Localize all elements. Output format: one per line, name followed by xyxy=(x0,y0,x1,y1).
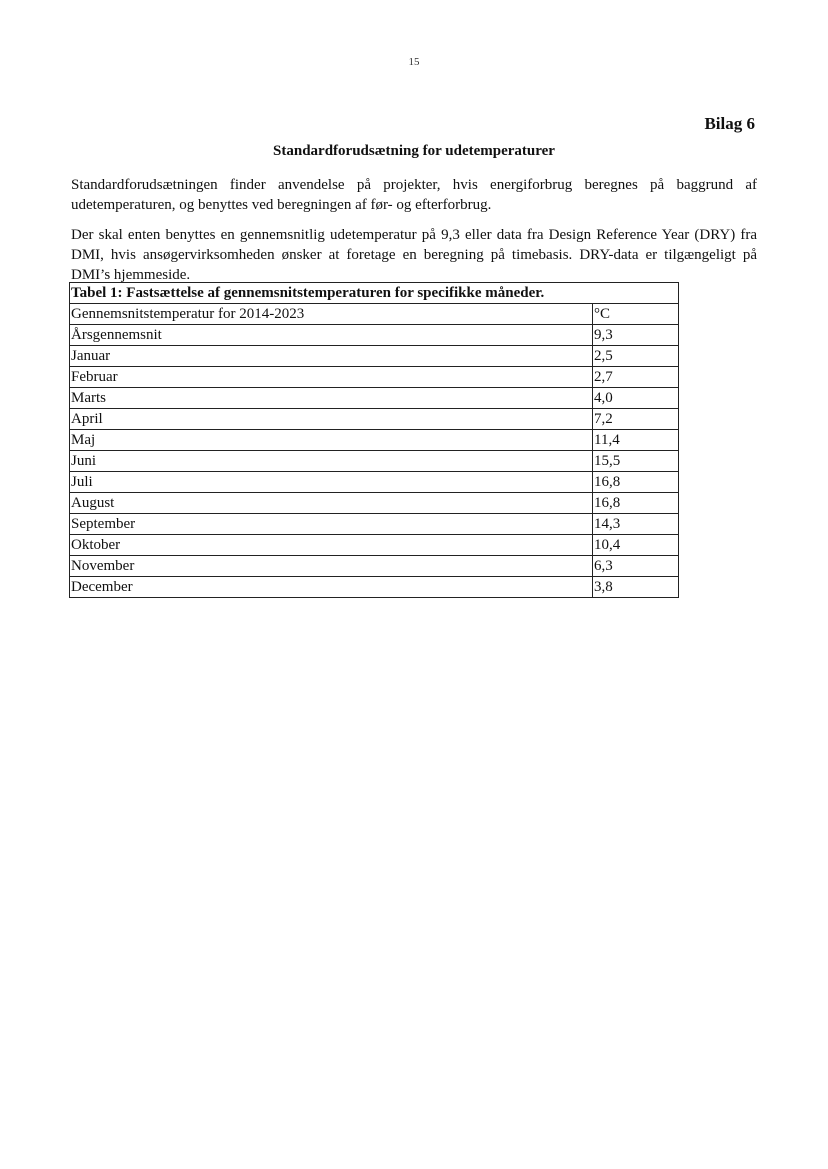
row-value: 16,8 xyxy=(593,472,679,493)
row-label: December xyxy=(70,577,593,598)
table-row xyxy=(70,409,679,430)
row-label: Oktober xyxy=(70,535,593,556)
row-label: Marts xyxy=(70,388,593,409)
page-number: 15 xyxy=(408,56,420,68)
temperature-table xyxy=(69,282,679,598)
row-label: Maj xyxy=(70,430,593,451)
row-value: 15,5 xyxy=(593,451,679,472)
table-row xyxy=(70,493,679,514)
annex-label: Bilag 6 xyxy=(704,114,755,133)
table-row xyxy=(70,514,679,535)
table-row xyxy=(70,535,679,556)
row-value: 2,7 xyxy=(593,367,679,388)
table-row xyxy=(70,388,679,409)
row-label: Juni xyxy=(70,451,593,472)
document-title: Standardforudsætning for udetemperaturer xyxy=(273,143,555,159)
table-row xyxy=(70,472,679,493)
header-unit-cell: °C xyxy=(593,304,679,325)
row-label: August xyxy=(70,493,593,514)
table-row xyxy=(70,451,679,472)
row-label: September xyxy=(70,514,593,535)
row-value: 16,8 xyxy=(593,493,679,514)
row-value: 7,2 xyxy=(593,409,679,430)
row-label: Årsgennemsnit xyxy=(70,325,593,346)
table-row xyxy=(70,577,679,598)
row-value: 14,3 xyxy=(593,514,679,535)
table-row xyxy=(70,556,679,577)
row-label: Juli xyxy=(70,472,593,493)
requirement-paragraph: Der skal enten benyttes en gennemsnitlig udetemperatur på 9,3 eller data fra Design Reference Year (DRY) fra DMI, hvis ansøgervirksomheden ønsker at foretage en beregning på timebasis. DRY-data er tilgængeligt på DMI’s hjemmeside. xyxy=(71,227,757,283)
table-caption: Tabel 1: Fastsættelse af gennemsnitstemperaturen for specifikke måneder. xyxy=(70,283,679,304)
row-value: 6,3 xyxy=(593,556,679,577)
row-label: Januar xyxy=(70,346,593,367)
row-label: Februar xyxy=(70,367,593,388)
header-label-cell: Gennemsnitstemperatur for 2014-2023 xyxy=(70,304,593,325)
table-row xyxy=(70,325,679,346)
table-caption-row xyxy=(70,283,679,304)
table-row xyxy=(70,346,679,367)
table-row xyxy=(70,367,679,388)
row-label: April xyxy=(70,409,593,430)
row-value: 10,4 xyxy=(593,535,679,556)
row-value: 4,0 xyxy=(593,388,679,409)
row-label: November xyxy=(70,556,593,577)
intro-paragraph: Standardforudsætningen finder anvendelse på projekter, hvis energiforbrug beregnes på baggrund af udetemperaturen, og benyttes ved beregningen af før- og efterforbrug. xyxy=(71,177,757,213)
row-value: 9,3 xyxy=(593,325,679,346)
row-value: 11,4 xyxy=(593,430,679,451)
table-row xyxy=(70,430,679,451)
row-value: 2,5 xyxy=(593,346,679,367)
table-header-row xyxy=(70,304,679,325)
row-value: 3,8 xyxy=(593,577,679,598)
